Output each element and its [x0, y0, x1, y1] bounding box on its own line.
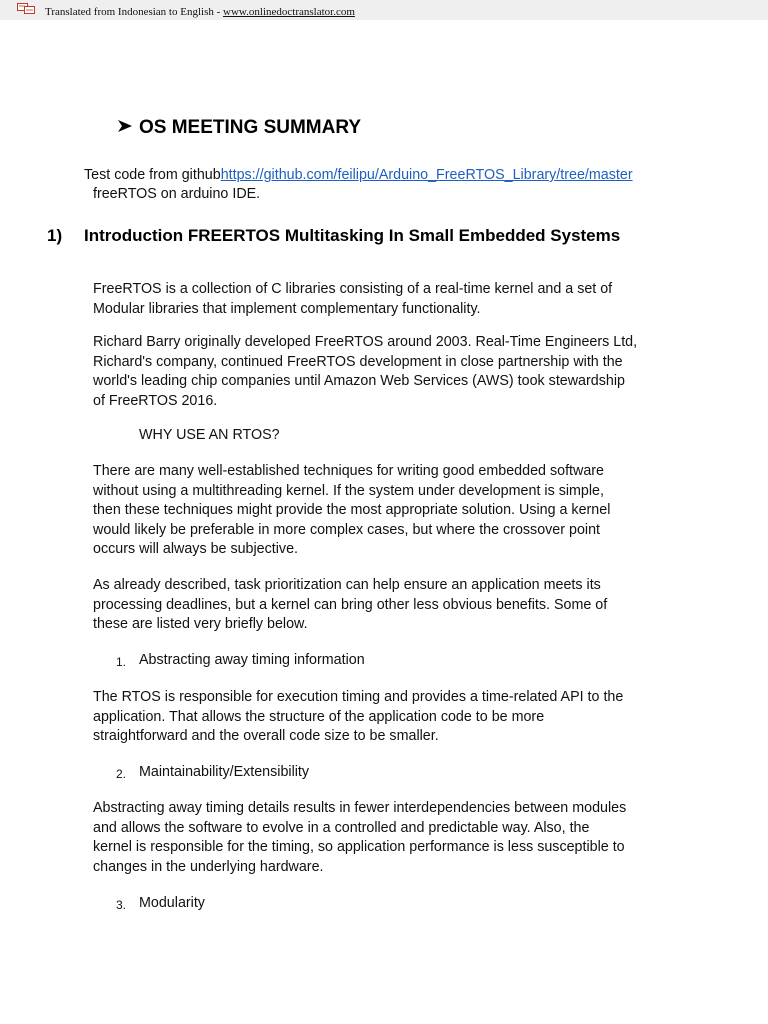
text-line: these are listed very briefly below. — [93, 616, 308, 632]
text-line: without using a multithreading kernel. If the system under development is simple, — [93, 482, 604, 499]
text-line: would likely be preferable in more complex cases, but where the crossover point — [93, 521, 600, 538]
text-line: of FreeRTOS 2016. — [93, 392, 218, 409]
list-number-2: 2. — [116, 767, 127, 781]
page-title-text: OS MEETING SUMMARY — [139, 117, 362, 138]
translator-logo-icon — [17, 3, 35, 15]
text-line: world's leading chip companies until Amazon Web Services (AWS) took stewardship — [93, 373, 625, 389]
text-line: processing deadlines, but a kernel can bring other less obvious benefits. Some of — [93, 596, 608, 613]
paragraph-5 — [93, 688, 683, 747]
paragraph-6 — [93, 799, 683, 877]
arrow-bullet-icon — [117, 118, 133, 134]
list-number-1: 1. — [116, 655, 127, 669]
translation-banner — [0, 0, 768, 20]
paragraph-1 — [93, 280, 683, 319]
intro-line-2: freeRTOS on arduino IDE. — [93, 186, 261, 202]
section-heading: Introduction FREERTOS Multitasking In Small Embedded Systems — [84, 226, 621, 245]
list-number-3: 3. — [116, 898, 127, 912]
page-title — [117, 117, 361, 139]
list-item-2: Maintainability/Extensibility — [139, 764, 310, 780]
text-line: As already described, task prioritization can help ensure an application meets its — [93, 577, 601, 593]
text-line: application. That allows the structure of the application code to be more — [93, 708, 545, 725]
text-line: Richard Barry originally developed FreeRTOS around 2003. Real-Time Engineers Ltd, — [93, 334, 638, 350]
section-number: 1) — [47, 226, 63, 245]
banner-link[interactable]: www.onlinedoctranslator.com — [223, 6, 355, 18]
text-line: The RTOS is responsible for execution timing and provides a time-related API to the — [93, 689, 624, 705]
text-line: occurs will always be subjective. — [93, 541, 299, 557]
paragraph-4 — [93, 576, 683, 635]
subheading-why-rtos: WHY USE AN RTOS? — [139, 427, 280, 443]
banner-text — [45, 6, 355, 18]
text-line: Richard's company, continued FreeRTOS development in close partnership with the — [93, 353, 623, 370]
list-item-1: Abstracting away timing information — [139, 652, 365, 668]
text-line: Modular libraries that implement complementary functionality. — [93, 300, 481, 317]
text-line: changes in the underlying hardware. — [93, 858, 324, 875]
text-line: straightforward and the overall code size to be smaller. — [93, 728, 439, 744]
text-line: kernel is responsible for the timing, so application performance is less susceptible to — [93, 839, 625, 855]
paragraph-3 — [93, 462, 683, 560]
text-line: and allows the software to evolve in a controlled and predictable way. Also, the — [93, 819, 590, 836]
paragraph-2 — [93, 333, 683, 411]
text-line: There are many well-established techniques for writing good embedded software — [93, 463, 604, 479]
github-link[interactable]: https://github.com/feilipu/Arduino_FreeRTOS_Library/tree/master — [220, 167, 633, 183]
text-line: Abstracting away timing details results in fewer interdependencies between modules — [93, 800, 627, 816]
intro-prefix: Test code from github — [84, 167, 221, 183]
text-line: then these techniques might provide the most appropriate solution. Using a kernel — [93, 502, 611, 518]
list-item-3: Modularity — [139, 895, 205, 911]
banner-prefix: Translated from Indonesian to English - — [45, 6, 224, 18]
intro-line — [84, 166, 633, 186]
text-line: FreeRTOS is a collection of C libraries consisting of a real-time kernel and a set of — [93, 281, 613, 297]
